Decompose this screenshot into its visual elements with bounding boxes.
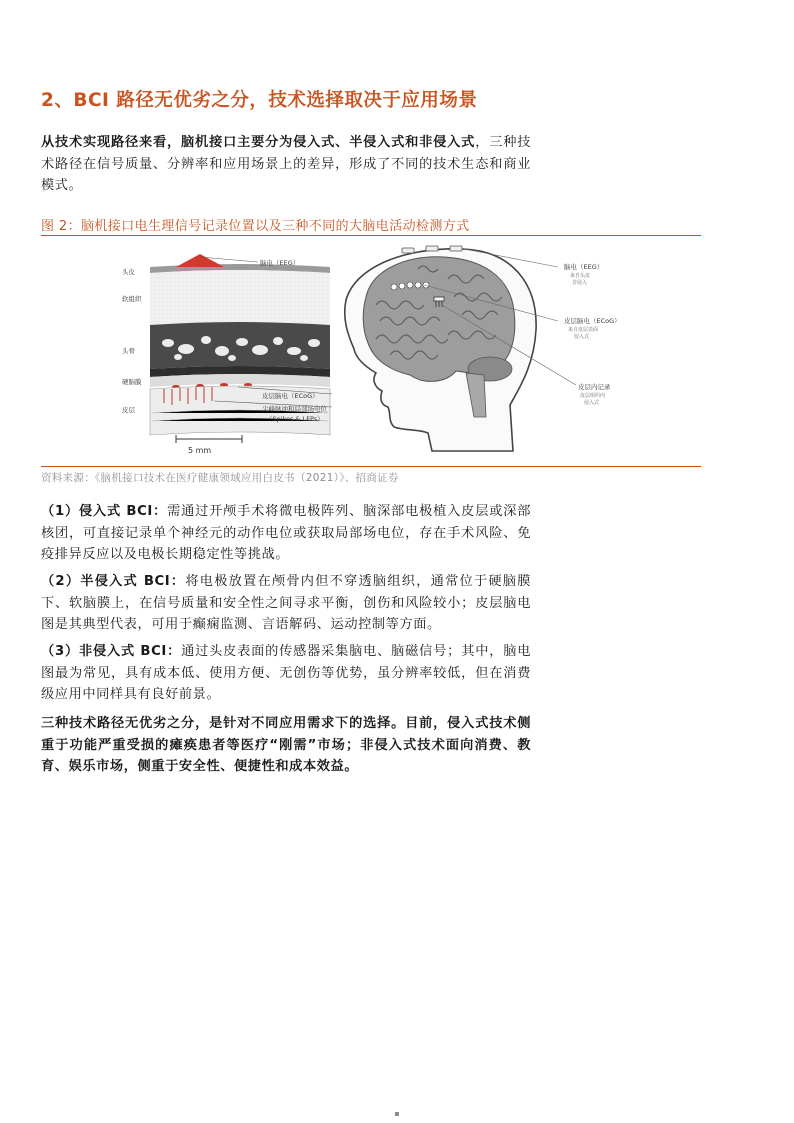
figure: [118, 245, 638, 464]
item-semi-invasive-text: 将电极放置在颅骨内但不穿透脑组织，通常位于硬脑膜下、软脑膜上，在信号质量和安全性之间寻求平衡，创伤和风险较小；皮层脑电图是其典型代表，可用于癫痫监测、言语解码、运动控制等方面。: [41, 574, 531, 632]
eeg-label-main: 脑电（EEG）: [564, 263, 604, 271]
item-non-invasive-label: （3）非侵入式 BCI：: [41, 644, 182, 659]
layer-label-soft-tissue: 软组织: [122, 295, 142, 303]
layer-label-dura: 硬脑膜: [122, 378, 142, 386]
eeg-label-sub2: 非侵入: [572, 280, 588, 286]
ecog-label-sub2: 侵入式: [574, 334, 590, 340]
head-brain-diagram: [345, 246, 621, 451]
spikes-label: 尖峰脉冲和局部场电位: [262, 405, 327, 413]
page-marker: [395, 1112, 399, 1116]
section-title: 2、BCI 路径无优劣之分，技术选择取决于应用场景: [41, 90, 478, 111]
eeg-label: 脑电（EEG）: [260, 259, 300, 267]
figure-title: 图 2：脑机接口电生理信号记录位置以及三种不同的大脑电活动检测方式: [41, 219, 470, 234]
layer-label-scalp: 头皮: [122, 268, 135, 276]
lead-bold: 从技术实现路径来看，脑机接口主要分为侵入式、半侵入式和非侵入式: [41, 135, 476, 150]
figure-top-rule: [41, 235, 701, 236]
item-semi-invasive: [41, 571, 531, 636]
item-semi-invasive-label: （2）半侵入式 BCI：: [41, 574, 186, 589]
ecog-label: 皮层脑电（ECoG）: [262, 392, 319, 400]
item-non-invasive-text: 通过头皮表面的传感器采集脑电、脑磁信号；其中，脑电图最为常见，具有成本低、使用方便、无创伤等优势，虽分辨率较低，但在消费级应用中同样具有良好前景。: [41, 644, 531, 702]
layer-label-cortex: 皮层: [122, 406, 135, 414]
figure-source: 资料来源：《脑机接口技术在医疗健康领域应用白皮书（2021）》、招商证券: [41, 472, 399, 484]
item-invasive-text: 需通过开颅手术将微电极阵列、脑深部电极植入皮层或深部核团，可直接记录单个神经元的动作电位或获取局部场电位，存在手术风险、免疫排异反应以及电极长期稳定性等挑战。: [41, 504, 531, 562]
item-non-invasive: [41, 641, 531, 706]
eeg-label-sub1: 来自头皮: [570, 273, 591, 279]
eeg-electrode-shape: [176, 254, 224, 267]
layer-label-skull: 头骨: [122, 347, 135, 355]
cross-section-diagram: [122, 254, 332, 455]
scale-label: 5 mm: [188, 446, 212, 455]
item-invasive: [41, 501, 531, 566]
soft-tissue-layer: [150, 270, 330, 325]
intracortical-label-main: 皮层内记录: [578, 383, 611, 391]
summary-paragraph: 三种技术路径无优劣之分，是针对不同应用需求下的选择。目前，侵入式技术侧重于功能严重受损的瘫痪患者等医疗“刚需”市场；非侵入式技术面向消费、教育、娱乐市场，侧重于安全性、便捷性和成本效益。: [41, 716, 531, 774]
ecog-label-main: 皮层脑电（ECoG）: [564, 317, 621, 325]
figure-bottom-rule: [41, 466, 701, 467]
spikes-sublabel: （Spikes & LFPs）: [266, 415, 324, 423]
lead-paragraph: [41, 132, 531, 197]
lead-rest: ，三种技术路径在信号质量、分辨率和应用场景上的差异，形成了不同的技术生态和商业模式。: [41, 135, 531, 193]
intracortical-label-sub2: 侵入式: [584, 400, 600, 406]
intracortical-label-sub1: 皮层组织内: [580, 393, 606, 399]
figure-graphic: [118, 245, 638, 460]
ecog-label-sub1: 来自皮层表面: [568, 327, 599, 333]
item-invasive-label: （1）侵入式 BCI：: [41, 504, 168, 519]
